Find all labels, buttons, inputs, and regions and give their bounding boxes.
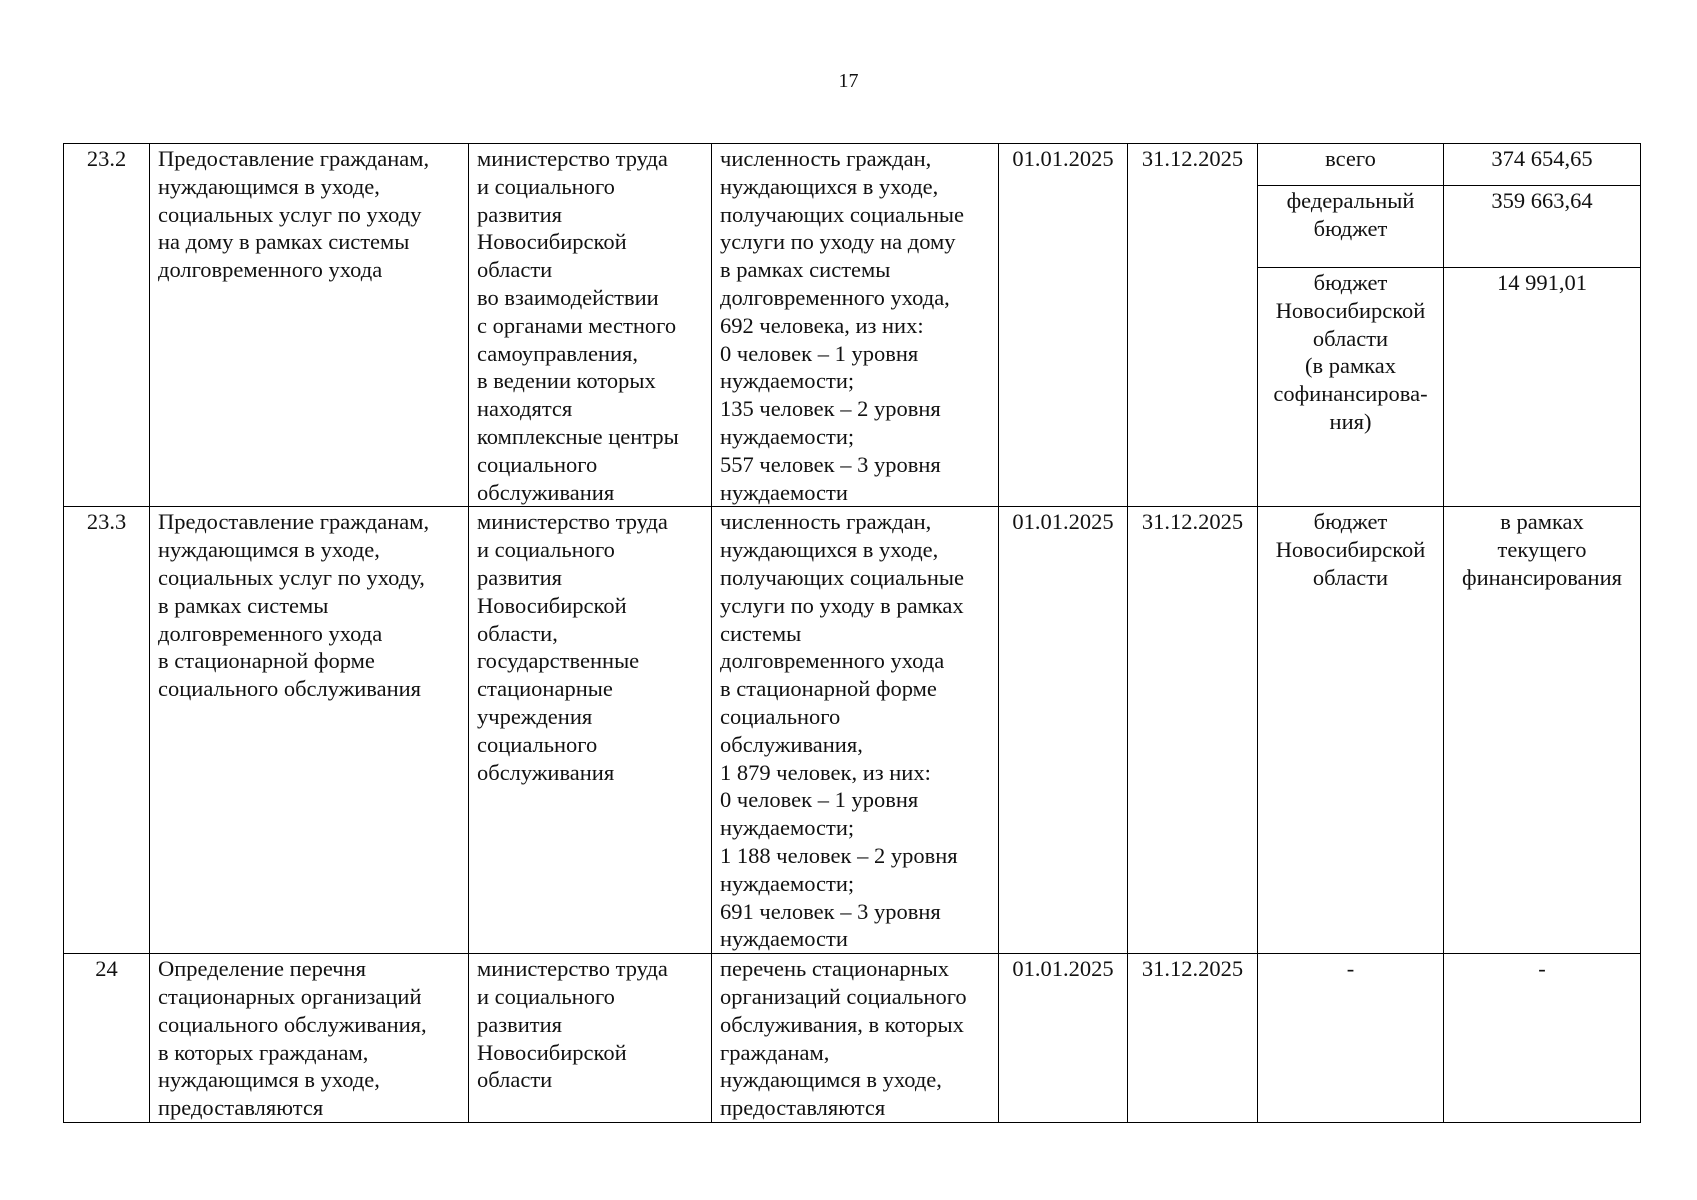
responsible-executor-line: стационарные xyxy=(477,676,613,702)
funding-amount xyxy=(1444,144,1641,186)
measure-description xyxy=(150,954,469,1123)
measure-description-line: в рамках системы xyxy=(158,592,329,618)
responsible-executor-line: социального xyxy=(477,451,598,477)
page-number: 17 xyxy=(838,70,859,92)
measure-description-line: долговременного ухода xyxy=(158,257,383,283)
responsible-executor xyxy=(469,144,712,507)
responsible-executor-line: министерство труда xyxy=(477,956,668,982)
responsible-executor-line: находятся xyxy=(477,396,573,422)
expected-result-line: нуждаемости; xyxy=(720,815,855,841)
funding-source xyxy=(1258,267,1444,506)
expected-result xyxy=(712,954,999,1123)
expected-result-line: 0 человек – 1 уровня xyxy=(720,340,919,366)
row-number: 24 xyxy=(64,954,150,1123)
measure-description-line: стационарных организаций xyxy=(158,983,422,1009)
measure-description-line: в которых гражданам, xyxy=(158,1039,369,1065)
funding-source-line: федеральный xyxy=(1286,188,1415,214)
expected-result-line: услуги по уходу в рамках xyxy=(720,592,964,618)
measure-description-line: предоставляются xyxy=(158,1095,324,1121)
measure-description-line: в стационарной форме xyxy=(158,648,375,674)
responsible-executor-line: Новосибирской xyxy=(477,229,627,255)
responsible-executor-line: Новосибирской xyxy=(477,1039,627,1065)
expected-result xyxy=(712,507,999,954)
measure-description-line: социальных услуг по уходу xyxy=(158,201,422,227)
funding-source-line: области xyxy=(1312,564,1389,590)
start-date: 01.01.2025 xyxy=(999,507,1128,954)
expected-result-line: нуждающихся в уходе, xyxy=(720,537,939,563)
responsible-executor-line: развития xyxy=(477,201,563,227)
expected-result-line: нуждаемости xyxy=(720,479,848,505)
funding-amount-line: - xyxy=(1538,956,1546,982)
funding-amount xyxy=(1444,186,1641,268)
funding-source-line: бюджет xyxy=(1313,216,1388,242)
responsible-executor-line: во взаимодействии xyxy=(477,284,659,310)
end-date: 31.12.2025 xyxy=(1128,507,1258,954)
measure-description xyxy=(150,507,469,954)
funding-source-line: всего xyxy=(1325,146,1376,171)
start-date: 01.01.2025 xyxy=(999,144,1128,507)
expected-result-line: 0 человек – 1 уровня xyxy=(720,787,919,813)
expected-result-line: нуждаемости xyxy=(720,926,848,952)
funding-source xyxy=(1258,186,1444,268)
row-number: 23.2 xyxy=(64,144,150,507)
end-date: 31.12.2025 xyxy=(1128,954,1258,1123)
responsible-executor-line: обслуживания xyxy=(477,759,615,785)
start-date: 01.01.2025 xyxy=(999,954,1128,1123)
funding-source-line: Новосибирской xyxy=(1275,297,1426,323)
responsible-executor-line: обслуживания xyxy=(477,479,615,505)
responsible-executor-line: государственные xyxy=(477,648,640,674)
funding-source xyxy=(1258,954,1444,1123)
measure-description-line: на дому в рамках системы xyxy=(158,229,410,255)
expected-result-line: долговременного ухода, xyxy=(720,284,950,310)
expected-result xyxy=(712,144,999,507)
funding-source xyxy=(1258,144,1444,186)
expected-result-line: 135 человек – 2 уровня xyxy=(720,396,941,422)
responsible-executor-line: социального xyxy=(477,731,598,757)
expected-result-line: численность граждан, xyxy=(720,146,932,171)
funding-source-line: бюджет xyxy=(1313,509,1388,535)
expected-result-line: перечень стационарных xyxy=(720,956,950,982)
funding-source-line: области xyxy=(1312,325,1389,351)
expected-result-line: получающих социальные xyxy=(720,564,964,590)
table-row xyxy=(64,507,1641,954)
funding-amount-line: 374 654,65 xyxy=(1491,146,1593,171)
expected-result-line: нуждаемости; xyxy=(720,423,855,449)
responsible-executor-line: и социального xyxy=(477,537,615,563)
funding-amount xyxy=(1444,267,1641,506)
responsible-executor-line: и социального xyxy=(477,983,615,1009)
responsible-executor-line: и социального xyxy=(477,173,615,199)
measures-table xyxy=(63,143,1641,1123)
expected-result-line: обслуживания, в которых xyxy=(720,1011,964,1037)
expected-result-line: нуждающихся в уходе, xyxy=(720,173,939,199)
responsible-executor-line: области xyxy=(477,257,553,283)
funding-amount-line: 359 663,64 xyxy=(1491,188,1593,214)
funding-amount xyxy=(1444,507,1641,954)
end-date: 31.12.2025 xyxy=(1128,144,1258,507)
funding-source-line: бюджет xyxy=(1313,269,1388,295)
funding-source xyxy=(1258,507,1444,954)
expected-result-line: долговременного ухода xyxy=(720,648,945,674)
responsible-executor-line: области, xyxy=(477,620,558,646)
funding-amount-line: 14 991,01 xyxy=(1497,269,1587,295)
responsible-executor-line: самоуправления, xyxy=(477,340,639,366)
funding-source-line: - xyxy=(1346,956,1355,982)
funding-amount-line: финансирования xyxy=(1462,564,1622,590)
measure-description-line: Предоставление гражданам, xyxy=(158,146,430,171)
expected-result-line: 692 человека, из них: xyxy=(720,312,924,338)
responsible-executor-line: с органами местного xyxy=(477,312,677,338)
expected-result-line: 1 188 человек – 2 уровня xyxy=(720,842,958,868)
measure-description-line: нуждающимся в уходе, xyxy=(158,173,380,199)
expected-result-line: 691 человек – 3 уровня xyxy=(720,898,941,924)
funding-amount-line: в рамках xyxy=(1500,509,1584,535)
funding-amount-line: текущего xyxy=(1497,537,1587,563)
responsible-executor-line: области xyxy=(477,1067,553,1093)
measure-description-line: нуждающимся в уходе, xyxy=(158,537,380,563)
expected-result-line: в стационарной форме xyxy=(720,676,937,702)
expected-result-line: нуждаемости; xyxy=(720,368,855,394)
responsible-executor xyxy=(469,507,712,954)
expected-result-line: организаций социального xyxy=(720,983,967,1009)
expected-result-line: системы xyxy=(720,620,802,646)
funding-source-line: софинансирова- xyxy=(1273,381,1428,407)
table-row xyxy=(64,144,1641,186)
responsible-executor-line: в ведении которых xyxy=(477,368,656,394)
measure-description-line: долговременного ухода xyxy=(158,620,383,646)
expected-result-line: в рамках системы xyxy=(720,257,891,283)
measure-description-line: социальных услуг по уходу, xyxy=(158,564,425,590)
expected-result-line: 557 человек – 3 уровня xyxy=(720,451,941,477)
expected-result-line: 1 879 человек, из них: xyxy=(720,759,931,785)
measure-description-line: социального обслуживания, xyxy=(158,1011,427,1037)
expected-result-line: социального xyxy=(720,703,841,729)
responsible-executor-line: учреждения xyxy=(477,703,593,729)
funding-source-line: Новосибирской xyxy=(1275,537,1426,563)
measure-description-line: Определение перечня xyxy=(158,956,366,982)
responsible-executor-line: комплексные центры xyxy=(477,423,679,449)
funding-amount xyxy=(1444,954,1641,1123)
measure-description-line: социального обслуживания xyxy=(158,676,422,702)
expected-result-line: услуги по уходу на дому xyxy=(720,229,956,255)
funding-source-line: ния) xyxy=(1329,408,1372,434)
expected-result-line: нуждающимся в уходе, xyxy=(720,1067,942,1093)
funding-source-line: (в рамках xyxy=(1304,353,1397,379)
responsible-executor-line: развития xyxy=(477,1011,563,1037)
responsible-executor-line: министерство труда xyxy=(477,509,668,535)
responsible-executor-line: развития xyxy=(477,564,563,590)
measure-description-line: Предоставление гражданам, xyxy=(158,509,430,535)
expected-result-line: гражданам, xyxy=(720,1039,830,1065)
expected-result-line: получающих социальные xyxy=(720,201,964,227)
responsible-executor-line: Новосибирской xyxy=(477,592,627,618)
table-row xyxy=(64,954,1641,1123)
measure-description-line: нуждающимся в уходе, xyxy=(158,1067,380,1093)
expected-result-line: нуждаемости; xyxy=(720,870,855,896)
responsible-executor-line: министерство труда xyxy=(477,146,668,171)
expected-result-line: предоставляются xyxy=(720,1095,886,1121)
measure-description xyxy=(150,144,469,507)
expected-result-line: обслуживания, xyxy=(720,731,863,757)
row-number: 23.3 xyxy=(64,507,150,954)
expected-result-line: численность граждан, xyxy=(720,509,932,535)
responsible-executor xyxy=(469,954,712,1123)
